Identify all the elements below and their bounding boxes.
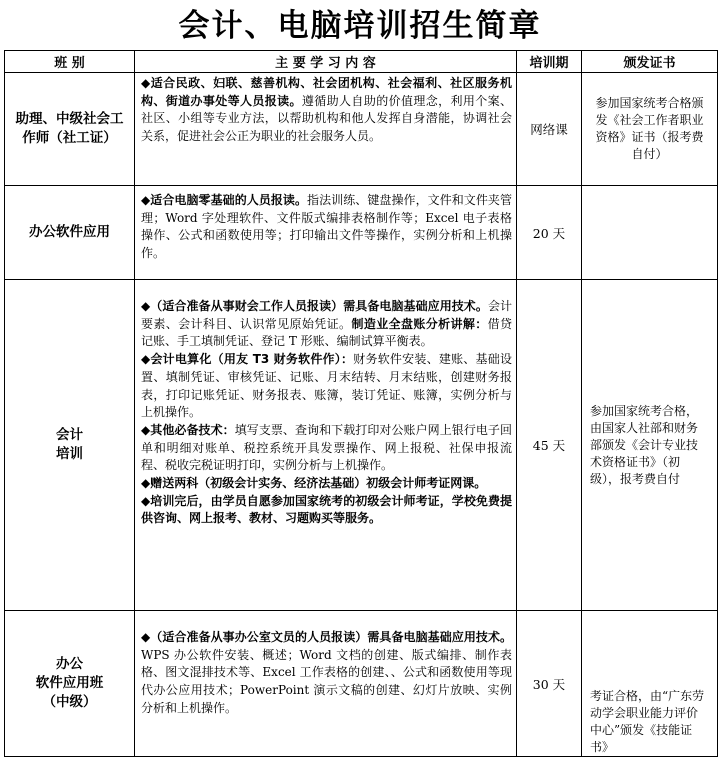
training-period: 30 天 <box>517 611 582 757</box>
content-bold: ◆（适合准备从事办公室文员的人员报读）需具备电脑基础应用技术。 <box>141 630 512 644</box>
course-content <box>135 73 517 186</box>
content-bold: 制造业全盘账分析讲解： <box>351 316 488 331</box>
course-content <box>135 186 517 280</box>
header-class: 班 别 <box>5 51 135 73</box>
header-content: 主 要 学 习 内 容 <box>135 51 517 73</box>
training-period: 网络课 <box>517 73 582 186</box>
certificate <box>582 186 718 280</box>
table-row <box>5 611 718 757</box>
page-title: 会计、电脑培训招生简章 <box>178 8 542 44</box>
table-row <box>5 186 718 280</box>
class-name: 办公软件应用 <box>5 186 135 280</box>
content-bold: ◆（适合准备从事财会工作人员报读）需具备电脑基础应用技术。 <box>141 299 488 313</box>
table-row <box>5 73 718 186</box>
class-name-line: 办公 <box>56 656 83 672</box>
header-period: 培训期 <box>517 51 582 73</box>
certificate: 参加国家统考合格颁发《社会工作者职业资格》证书（报考费自付） <box>582 73 718 186</box>
content-bold: ◆适合电脑零基础的人员报读。 <box>141 193 308 207</box>
class-name-line: 培训 <box>56 446 83 462</box>
class-name-line: 会计 <box>56 427 83 443</box>
content-text: 财务软件安装、建账、基础设置、填制凭证、审核凭证、记账、月末结转、月末结账，创建财务报表，打印记账凭证、财务报表、账簿，装订凭证、账簿，实例分析与上机操作。 <box>141 352 512 420</box>
content-text: 借贷记账、手工填制凭证、登记 T 形账、编制试算平衡表。 <box>141 316 512 349</box>
class-name-line: 软件应用班 <box>35 675 104 691</box>
course-content <box>135 280 517 611</box>
training-period: 20 天 <box>517 186 582 280</box>
certificate: 考证合格，由“广东劳动学会职业能力评价中心”颁发《技能证书》 <box>582 611 718 757</box>
content-text: 遵循助人自助的价值理念，利用个案、社区、小组等专业方法，以帮助机构和他人发挥自身潜能，协调社会关系，促进社会公正为职业的社会服务人员。 <box>141 93 512 144</box>
content-bold: ◆其他必备技术： <box>141 422 235 437</box>
content-text: WPS 办公软件安装、概述；Word 文档的创建、版式编排、制作表格、图文混排技术等、Excel 工作表格的创建、、公式和函数使用等现代办公应用技术；PowerPoint 演示文稿的创建、幻灯片放映、实例分析和上机操作。 <box>141 647 512 715</box>
certificate: 参加国家统考合格，由国家人社部和财务部颁发《会计专业技术资格证书》（初级），报考费自付 <box>582 280 718 611</box>
content-bold: ◆赠送两科（初级会计实务、经济法基础）初级会计师考证网课。 <box>141 476 487 491</box>
training-period: 45 天 <box>517 280 582 611</box>
course-content <box>135 611 517 757</box>
table-header-row <box>5 51 718 73</box>
content-bold: ◆适合民政、妇联、慈善机构、社会团机构、社会福利、社区服务机构、街道办事处等人员报读。 <box>141 76 512 108</box>
class-name <box>5 611 135 757</box>
table-row <box>5 280 718 611</box>
content-text: 填写支票、查询和下载打印对公账户网上银行电子回单和明细对账单、税控系统开具发票操作、网上报税、社保申报流程、税收完税证明打印，实例分析与上机操作。 <box>141 422 512 473</box>
course-table <box>4 50 718 757</box>
header-certificate: 颁发证书 <box>582 51 718 73</box>
content-text: 指法训练、键盘操作，文件和文件夹管理；Word 字处理软件、文件版式编排表格制作等；Excel 电子表格操作、公式和函数使用等；打印输出文件等操作，实例分析和上机操作。 <box>141 193 512 261</box>
class-name <box>5 280 135 611</box>
class-name: 助理、中级社会工作师（社工证） <box>5 73 135 186</box>
content-text: 会计要素、会计科目、认识常见原始凭证。 <box>141 299 512 331</box>
content-bold: ◆培训完后，由学员自愿参加国家统考的初级会计师考证，学校免费提供咨询、网上报考、教材、习题购买等服务。 <box>141 493 512 526</box>
class-name-line: （中级） <box>42 694 97 710</box>
content-bold: ◆会计电算化（用友 T3 财务软件作）： <box>141 352 354 367</box>
